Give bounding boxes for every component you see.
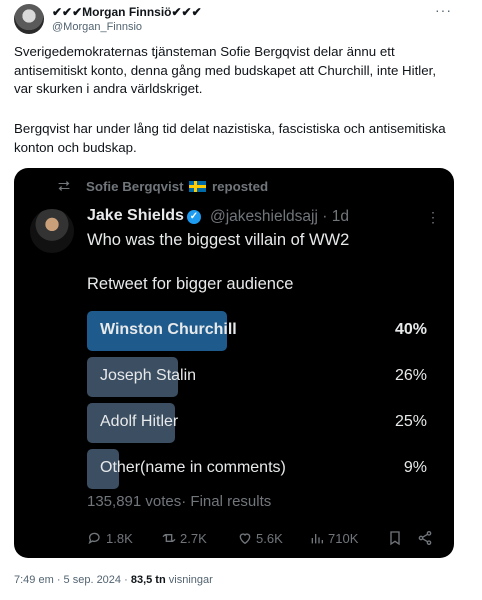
poll-results <box>87 493 271 510</box>
poll-option-percent: 26% <box>394 367 427 384</box>
poll-option <box>87 449 427 489</box>
meta-separator: · <box>56 574 61 586</box>
quoted-author-handle <box>210 208 349 226</box>
bookmark-icon <box>387 530 403 546</box>
vertical-more-icon: ⋮ <box>426 209 440 225</box>
poll-option <box>87 311 427 351</box>
repost-icon: ⮂ <box>58 178 71 195</box>
reposted-label: reposted <box>211 179 269 194</box>
reply-action <box>87 530 133 546</box>
poll-question: Who was the biggest villain of WW2 <box>87 231 350 249</box>
heart-icon <box>237 530 253 546</box>
quoted-author-name <box>87 207 201 225</box>
poll-option <box>87 357 427 397</box>
embedded-media-card[interactable] <box>14 168 454 558</box>
post-views: 83,5 tn <box>130 574 166 586</box>
views-label: visningar <box>168 574 213 586</box>
author-avatar[interactable] <box>14 4 44 34</box>
like-count: 5.6K <box>256 530 283 546</box>
poll-option-label: Adolf Hitler <box>100 413 179 430</box>
like-action <box>237 530 283 546</box>
reposted-by <box>86 179 268 194</box>
author-handle[interactable]: @Morgan_Finnsio <box>52 21 143 33</box>
poll-option-label: Winston Churchill <box>100 321 237 338</box>
bookmark-action <box>387 530 403 546</box>
poll-option-percent: 25% <box>394 413 427 430</box>
action-bar <box>87 530 437 550</box>
repost-count: 2.7K <box>180 530 207 546</box>
quoted-time: · 1d <box>322 208 349 225</box>
views-action <box>309 530 358 546</box>
repost-action <box>161 530 207 546</box>
meta-separator-2: · <box>124 574 128 586</box>
poll-option <box>87 403 427 443</box>
analytics-icon <box>309 530 325 546</box>
retweet-icon <box>161 530 177 546</box>
poll-option-percent: 9% <box>403 459 427 476</box>
verified-badge-icon: ✓ <box>187 210 201 224</box>
quoted-author-avatar <box>30 209 74 253</box>
share-icon <box>417 530 433 546</box>
vote-count: 135,891 votes <box>87 493 182 510</box>
post-date: 5 sep. 2024 <box>63 574 122 586</box>
post-text-paragraph-1: Sverigedemokraternas tjänsteman Sofie Bergqvist delar ännu ett antisemitiskt konto, denna gång med budskapet att Churchill, inte Hitler, var skurken i andra världskriget. <box>14 44 437 96</box>
sweden-flag-icon <box>189 181 206 192</box>
share-action <box>417 530 433 546</box>
post-text-paragraph-2: Bergqvist har under lång tid delat nazistiska, fascistiska och antisemitiska konton och budskap. <box>14 121 446 155</box>
quoted-author-name-text: Jake Shields <box>87 207 184 224</box>
final-results: · Final results <box>181 493 272 510</box>
quoted-handle-text: @jakeshieldsajj <box>210 208 318 225</box>
poll-option-label: Joseph Stalin <box>100 367 197 384</box>
reply-icon <box>87 530 103 546</box>
author-name[interactable]: ✔✔✔Morgan Finnsiö✔✔✔ <box>52 5 202 19</box>
reposted-by-name: Sofie Bergqvist <box>86 179 184 194</box>
post-time: 7:49 em <box>14 574 54 586</box>
reply-count: 1.8K <box>106 530 133 546</box>
view-count: 710K <box>328 530 359 546</box>
post-metadata <box>14 574 213 586</box>
poll-option-label: Other(name in comments) <box>100 459 286 476</box>
poll-subtext: Retweet for bigger audience <box>87 275 294 293</box>
more-icon[interactable]: ··· <box>435 2 452 18</box>
poll-option-percent: 40% <box>394 321 427 338</box>
